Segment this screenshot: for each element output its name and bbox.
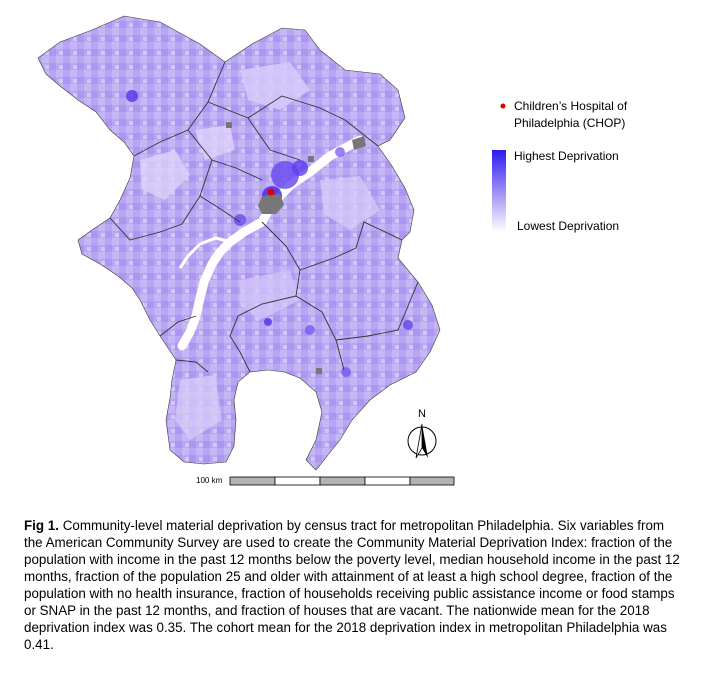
caption-text: Community-level material deprivation by census tract for metropolitan Philadelphia. Six variables from the American Community Survey are used to create the Community Material Deprivation Index: fraction of the population with income in the past 12 months below the poverty level, median household income in the past 12 months, fraction of the population 25 and older with attainment of at least a high school degree, fraction of the population with no health insurance, fraction of households receiving public assistance income or food stamps or SNAP in the past 12 months, and fraction of houses that are vacant. The nationwide mean for the 2018 deprivation index was 0.35. The cohort mean for the 2018 deprivation index in metropolitan Philadelphia was 0.41. (24, 518, 680, 652)
legend-high-label: Highest Deprivation (514, 149, 619, 163)
north-label: N (418, 408, 426, 420)
water-patch (308, 156, 314, 162)
legend-chop-label-1: Children’s Hospital of (514, 99, 628, 113)
land-area (38, 16, 440, 470)
legend-low-label: Lowest Deprivation (517, 219, 620, 233)
water-patch (316, 368, 322, 374)
scale-bar (230, 477, 454, 485)
chop-marker (268, 189, 275, 196)
legend-chop-label-2: Philadelphia (CHOP) (514, 116, 626, 130)
figure-caption (24, 517, 684, 653)
legend-gradient-bar (492, 150, 506, 232)
scale-bar-label: 100 km (196, 476, 223, 485)
caption-title: Fig 1. (24, 518, 59, 533)
water-patch (226, 122, 232, 128)
north-arrow-icon (408, 424, 436, 458)
legend-chop-dot (501, 104, 506, 109)
